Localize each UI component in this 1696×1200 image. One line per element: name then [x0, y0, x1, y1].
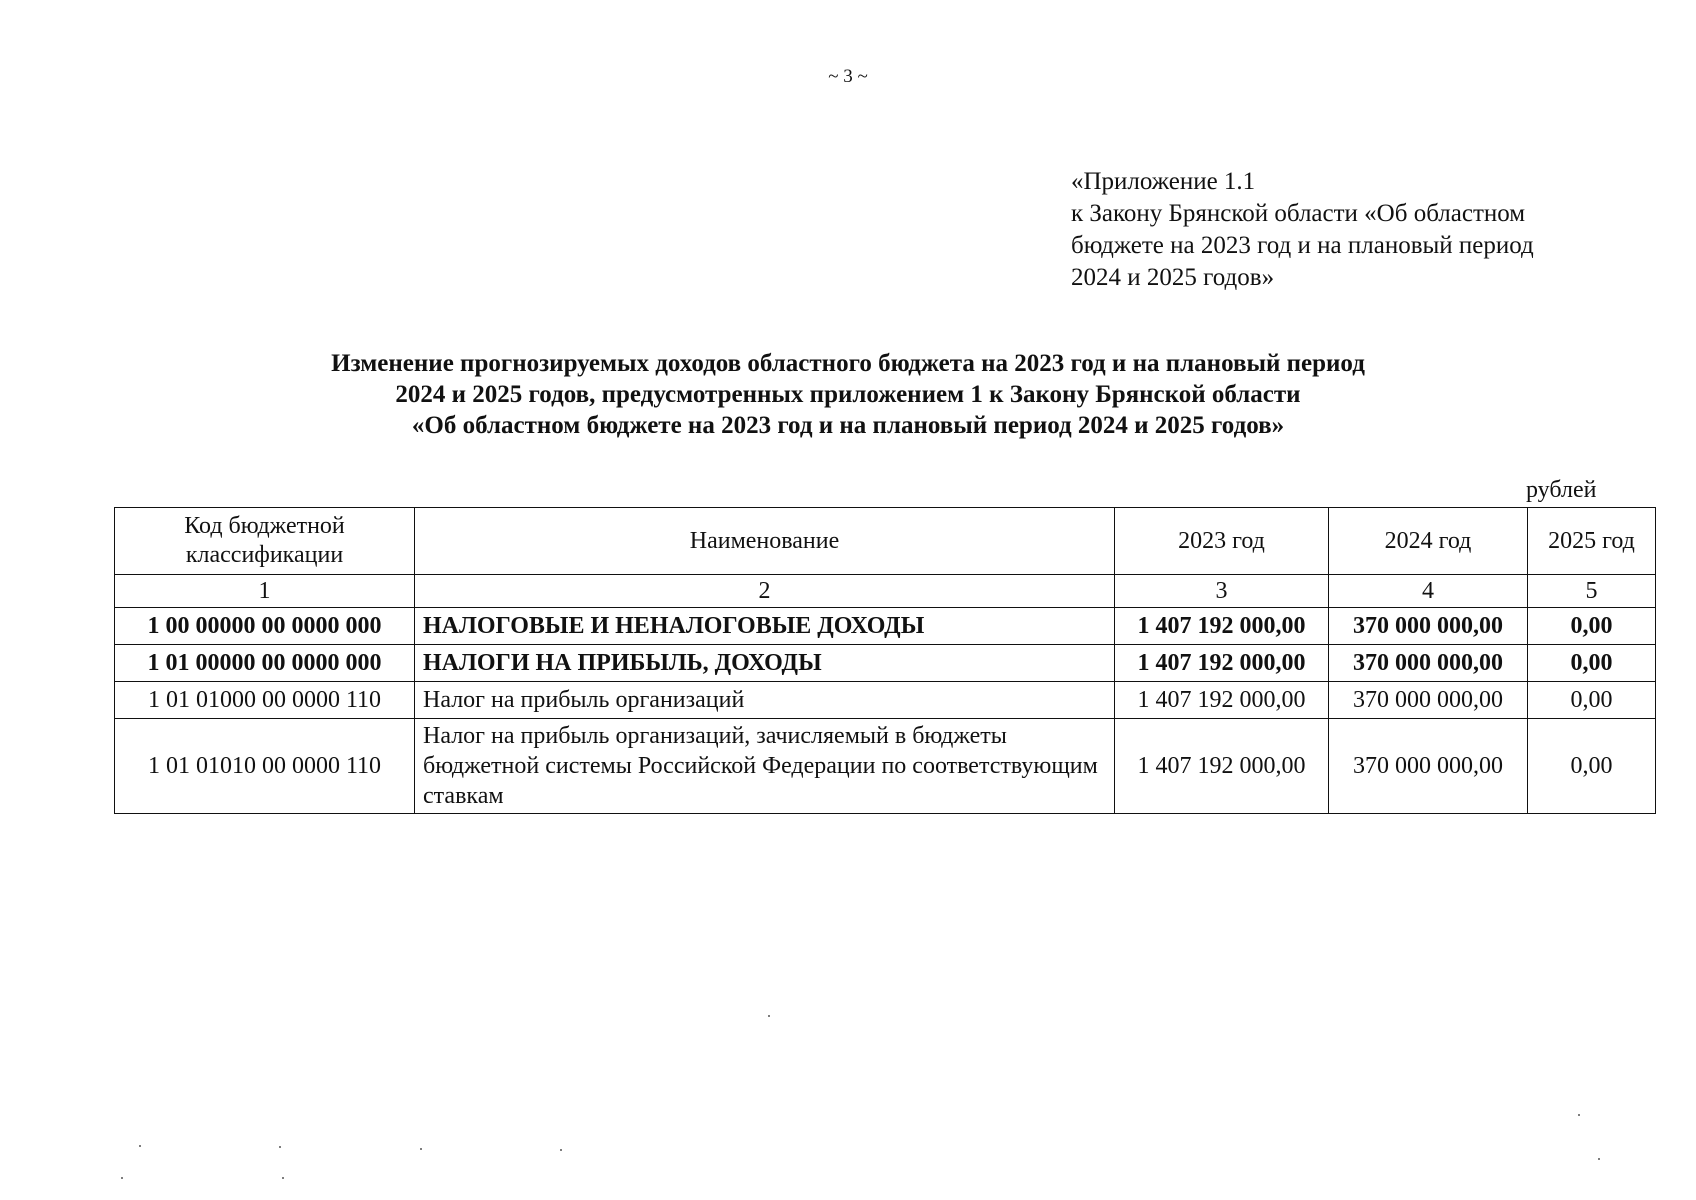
- cell-2024: 370 000 000,00: [1329, 719, 1528, 814]
- scan-speck: [420, 1148, 422, 1150]
- cell-2023: 1 407 192 000,00: [1115, 682, 1329, 719]
- column-number-row: [115, 575, 1656, 608]
- scan-speck: [282, 1177, 284, 1179]
- column-number: 3: [1115, 575, 1329, 608]
- column-number: 4: [1329, 575, 1528, 608]
- header-name: Наименование: [415, 508, 1115, 575]
- title-line: «Об областном бюджете на 2023 год и на плановый период 2024 и 2025 годов»: [411, 412, 1285, 439]
- column-number: 5: [1528, 575, 1656, 608]
- page-number: ~ 3 ~: [828, 66, 868, 87]
- cell-2025: 0,00: [1528, 608, 1656, 645]
- scan-speck: [768, 1015, 770, 1017]
- scan-speck: [139, 1145, 141, 1147]
- cell-name: НАЛОГИ НА ПРИБЫЛЬ, ДОХОДЫ: [415, 645, 1115, 682]
- scan-speck: [560, 1149, 562, 1151]
- cell-2025: 0,00: [1528, 719, 1656, 814]
- cell-code: 1 01 00000 00 0000 000: [115, 645, 415, 682]
- table-row: [115, 645, 1656, 682]
- title-line: Изменение прогнозируемых доходов областного бюджета на 2023 год и на плановый период: [331, 350, 1365, 377]
- revenue-table: [114, 507, 1656, 814]
- scan-speck: [1578, 1114, 1580, 1116]
- title-line: 2024 и 2025 годов, предусмотренных приложением 1 к Закону Брянской области: [395, 381, 1301, 408]
- cell-2023: 1 407 192 000,00: [1115, 608, 1329, 645]
- cell-code: 1 00 00000 00 0000 000: [115, 608, 415, 645]
- cell-2024: 370 000 000,00: [1329, 682, 1528, 719]
- column-number: 1: [115, 575, 415, 608]
- column-number: 2: [415, 575, 1115, 608]
- header-2025: 2025 год: [1528, 508, 1656, 575]
- appendix-line: «Приложение 1.1: [1071, 168, 1256, 195]
- cell-2024: 370 000 000,00: [1329, 645, 1528, 682]
- cell-code: 1 01 01010 00 0000 110: [115, 719, 415, 814]
- appendix-line: бюджете на 2023 год и на плановый период: [1071, 232, 1534, 259]
- cell-2023: 1 407 192 000,00: [1115, 719, 1329, 814]
- cell-2023: 1 407 192 000,00: [1115, 645, 1329, 682]
- appendix-reference: [1071, 166, 1631, 294]
- cell-2024: 370 000 000,00: [1329, 608, 1528, 645]
- table-row: [115, 608, 1656, 645]
- cell-name: Налог на прибыль организаций, зачисляемый в бюджеты бюджетной системы Российской Федерации по соответствующим ставкам: [415, 719, 1115, 814]
- document-title: [0, 348, 1696, 441]
- table-header-row: [115, 508, 1656, 575]
- table-row: [115, 719, 1656, 814]
- scan-speck: [121, 1177, 123, 1179]
- units-label: рублей: [1526, 477, 1597, 503]
- table-row: [115, 682, 1656, 719]
- scan-speck: [1598, 1158, 1600, 1160]
- header-code: Код бюджетной классификации: [115, 508, 415, 575]
- cell-2025: 0,00: [1528, 682, 1656, 719]
- appendix-line: к Закону Брянской области «Об областном: [1071, 200, 1526, 227]
- appendix-line: 2024 и 2025 годов»: [1071, 264, 1275, 291]
- scan-speck: [279, 1146, 281, 1148]
- cell-code: 1 01 01000 00 0000 110: [115, 682, 415, 719]
- cell-2025: 0,00: [1528, 645, 1656, 682]
- cell-name: Налог на прибыль организаций: [415, 682, 1115, 719]
- header-2024: 2024 год: [1329, 508, 1528, 575]
- header-2023: 2023 год: [1115, 508, 1329, 575]
- cell-name: НАЛОГОВЫЕ И НЕНАЛОГОВЫЕ ДОХОДЫ: [415, 608, 1115, 645]
